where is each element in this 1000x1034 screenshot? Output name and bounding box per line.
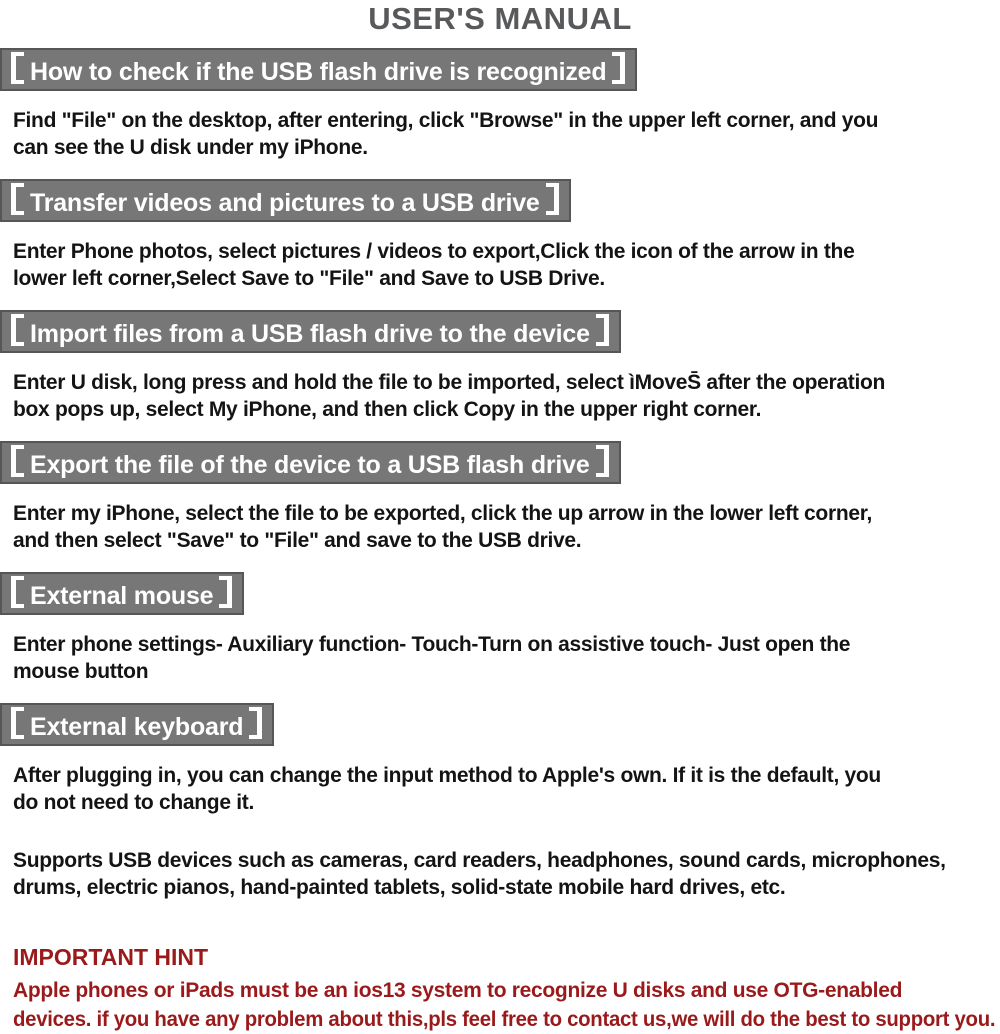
- section-heading-label: External keyboard: [30, 713, 244, 741]
- left-lenticular-bracket-icon: [11, 183, 24, 215]
- body-line: mouse button: [13, 660, 149, 683]
- left-lenticular-bracket-icon: [11, 576, 24, 608]
- body-line: box pops up, select My iPhone, and then click Copy in the upper right corner.: [13, 398, 762, 421]
- section-heading-label: Transfer videos and pictures to a USB drive: [30, 189, 540, 217]
- section-body: [13, 762, 995, 816]
- section-heading-label: Export the file of the device to a USB flash drive: [30, 451, 590, 479]
- section-heading-label: How to check if the USB flash drive is recognized: [30, 58, 607, 86]
- right-lenticular-bracket-icon: [596, 445, 609, 477]
- right-lenticular-bracket-icon: [219, 576, 232, 608]
- section-body: [13, 107, 995, 161]
- body-line: Enter phone settings- Auxiliary function- Touch-Turn on assistive touch- Just open the: [13, 633, 851, 656]
- right-lenticular-bracket-icon: [596, 314, 609, 346]
- body-line: drums, electric pianos, hand-painted tablets, solid-state mobile hard drives, etc.: [13, 876, 786, 899]
- section-heading-label: External mouse: [30, 582, 214, 610]
- section-body: [13, 500, 995, 554]
- body-line: Enter U disk, long press and hold the file to be imported, select ìMoveS̄ after the operation: [13, 371, 886, 394]
- section-usb-recognized: [0, 36, 1000, 161]
- left-lenticular-bracket-icon: [11, 52, 24, 84]
- section-export-to-usb: [0, 423, 1000, 554]
- section-external-mouse: [0, 554, 1000, 685]
- body-line: can see the U disk under my iPhone.: [13, 136, 368, 159]
- section-heading-label: Import files from a USB flash drive to the device: [30, 320, 590, 348]
- body-line: Supports USB devices such as cameras, card readers, headphones, sound cards, microphones,: [13, 849, 946, 872]
- hint-line: devices. if you have any problem about this,pls feel free to contact us,we will do the best to support you.: [13, 1008, 996, 1031]
- hint-line: Apple phones or iPads must be an ios13 system to recognize U disks and use OTG-enabled: [13, 979, 903, 1002]
- body-line: Enter Phone photos, select pictures / videos to export,Click the icon of the arrow in the: [13, 240, 855, 263]
- section-heading-bar: [0, 572, 244, 615]
- body-line: lower left corner,Select Save to "File" and Save to USB Drive.: [13, 267, 605, 290]
- body-line: Enter my iPhone, select the file to be exported, click the up arrow in the lower left corner,: [13, 502, 872, 525]
- supported-devices-note: [13, 847, 995, 901]
- section-heading-bar: [0, 48, 637, 91]
- section-heading-bar: [0, 441, 621, 484]
- important-hint-title: IMPORTANT HINT: [13, 944, 209, 970]
- body-line: After plugging in, you can change the input method to Apple's own. If it is the default, you: [13, 764, 881, 787]
- left-lenticular-bracket-icon: [11, 445, 24, 477]
- left-lenticular-bracket-icon: [11, 314, 24, 346]
- page-title: USER'S MANUAL: [368, 1, 632, 36]
- section-heading-bar: [0, 310, 621, 353]
- body-line: Find "File" on the desktop, after entering, click "Browse" in the upper left corner, and you: [13, 109, 879, 132]
- section-transfer-to-usb: [0, 161, 1000, 292]
- section-import-from-usb: [0, 292, 1000, 423]
- section-external-keyboard: [0, 685, 1000, 816]
- section-heading-bar: [0, 179, 571, 222]
- section-heading-bar: [0, 703, 274, 746]
- left-lenticular-bracket-icon: [11, 707, 24, 739]
- right-lenticular-bracket-icon: [249, 707, 262, 739]
- section-body: [13, 238, 995, 292]
- section-body: [13, 369, 995, 423]
- right-lenticular-bracket-icon: [612, 52, 625, 84]
- body-line: and then select "Save" to "File" and save to the USB drive.: [13, 529, 582, 552]
- right-lenticular-bracket-icon: [546, 183, 559, 215]
- important-hint-body: [13, 976, 995, 1034]
- body-line: do not need to change it.: [13, 791, 254, 814]
- section-body: [13, 631, 995, 685]
